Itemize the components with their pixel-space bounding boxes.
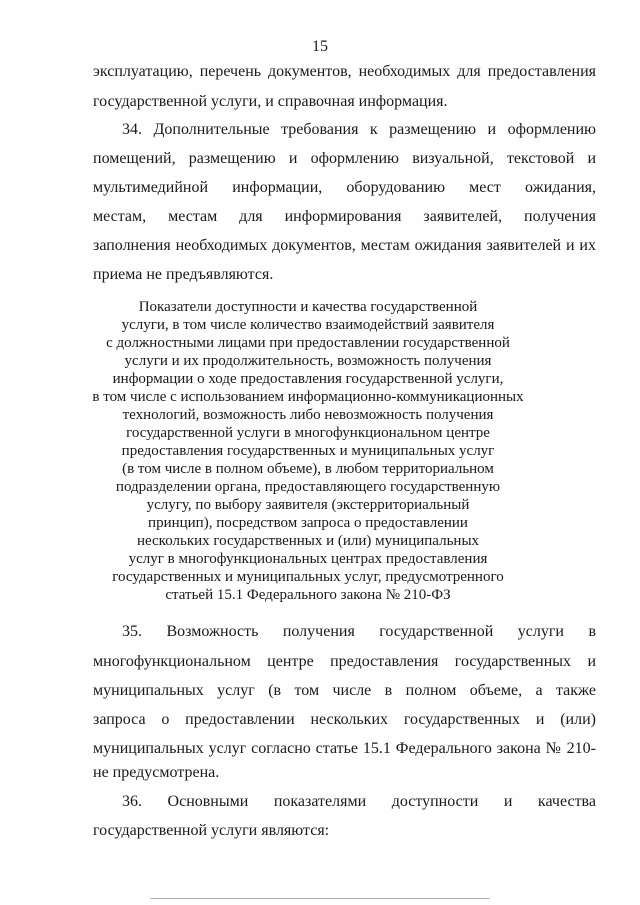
paragraph-35-line: 35. Возможность получения государственной услуги в [122, 623, 596, 640]
paragraph-34-line: 34. Дополнительные требования к размещению и оформлению [122, 121, 596, 138]
page-number: 15 [312, 38, 328, 55]
paragraph-34-line: заполнения необходимых документов, местам ожидания заявителей и их [93, 237, 596, 254]
heading-line: статьей 15.1 Федерального закона № 210-ФЗ [165, 587, 451, 603]
paragraph-35-line: муниципальных услуг (в том числе в полном объеме, а также [93, 682, 596, 699]
heading-line: подразделении органа, предоставляющего государственную [115, 479, 501, 495]
paragraph-35-line: запроса о предоставлении нескольких государственных и (или) [93, 711, 596, 728]
paragraph-34-line: местам, местам для информирования заявителей, получения [93, 208, 596, 225]
paragraph-34-line: мультимедийной информации, оборудованию мест ожидания, [93, 179, 596, 196]
heading-line: в том числе с использованием информационно-коммуникационных [92, 389, 524, 405]
heading-line: информации о ходе предоставления государственной услуги, [112, 371, 504, 387]
heading-line: технологий, возможность либо невозможность получения [122, 407, 494, 423]
heading-line: услугу, по выбору заявителя (экстерриториальный [146, 497, 470, 513]
paragraph-35-line: многофункциональном центре предоставления государственных и [93, 653, 596, 670]
text-line: государственной услуги, и справочная информация. [93, 93, 448, 110]
heading-line: услуги и их продолжительность, возможность получения [124, 353, 492, 369]
paragraph-36-line: 36. Основными показателями доступности и качества [122, 793, 596, 810]
heading-line: (в том числе в полном объеме), в любом территориальном [122, 461, 494, 477]
heading-line: Показатели доступности и качества государственной [138, 299, 478, 315]
heading-line: услуги, в том числе количество взаимодействий заявителя [121, 317, 495, 333]
scan-edge-divider [150, 898, 490, 899]
paragraph-34-line: приема не предъявляются. [93, 266, 274, 283]
paragraph-35-line: муниципальных услуг согласно статье 15.1 Федерального закона № 210- [93, 740, 596, 757]
heading-line: принцип), посредством запроса о предоставлении [148, 515, 468, 531]
heading-line: нескольких государственных и (или) муниципальных [136, 533, 480, 549]
heading-line: услуг в многофункциональных центрах предоставления [128, 551, 488, 567]
paragraph-35-line: не предусмотрена. [93, 764, 220, 781]
heading-line: с должностными лицами при предоставлении государственной [106, 335, 510, 351]
heading-line: государственной услуги в многофункциональном центре [126, 425, 490, 441]
paragraph-36-line: государственной услуги являются: [93, 822, 330, 839]
text-line: эксплуатацию, перечень документов, необходимых для предоставления [93, 63, 596, 80]
heading-line: государственных и муниципальных услуг, предусмотренного [112, 569, 504, 585]
heading-line: предоставления государственных и муниципальных услуг [121, 443, 495, 459]
paragraph-34-line: помещений, размещению и оформлению визуальной, текстовой и [93, 150, 596, 167]
